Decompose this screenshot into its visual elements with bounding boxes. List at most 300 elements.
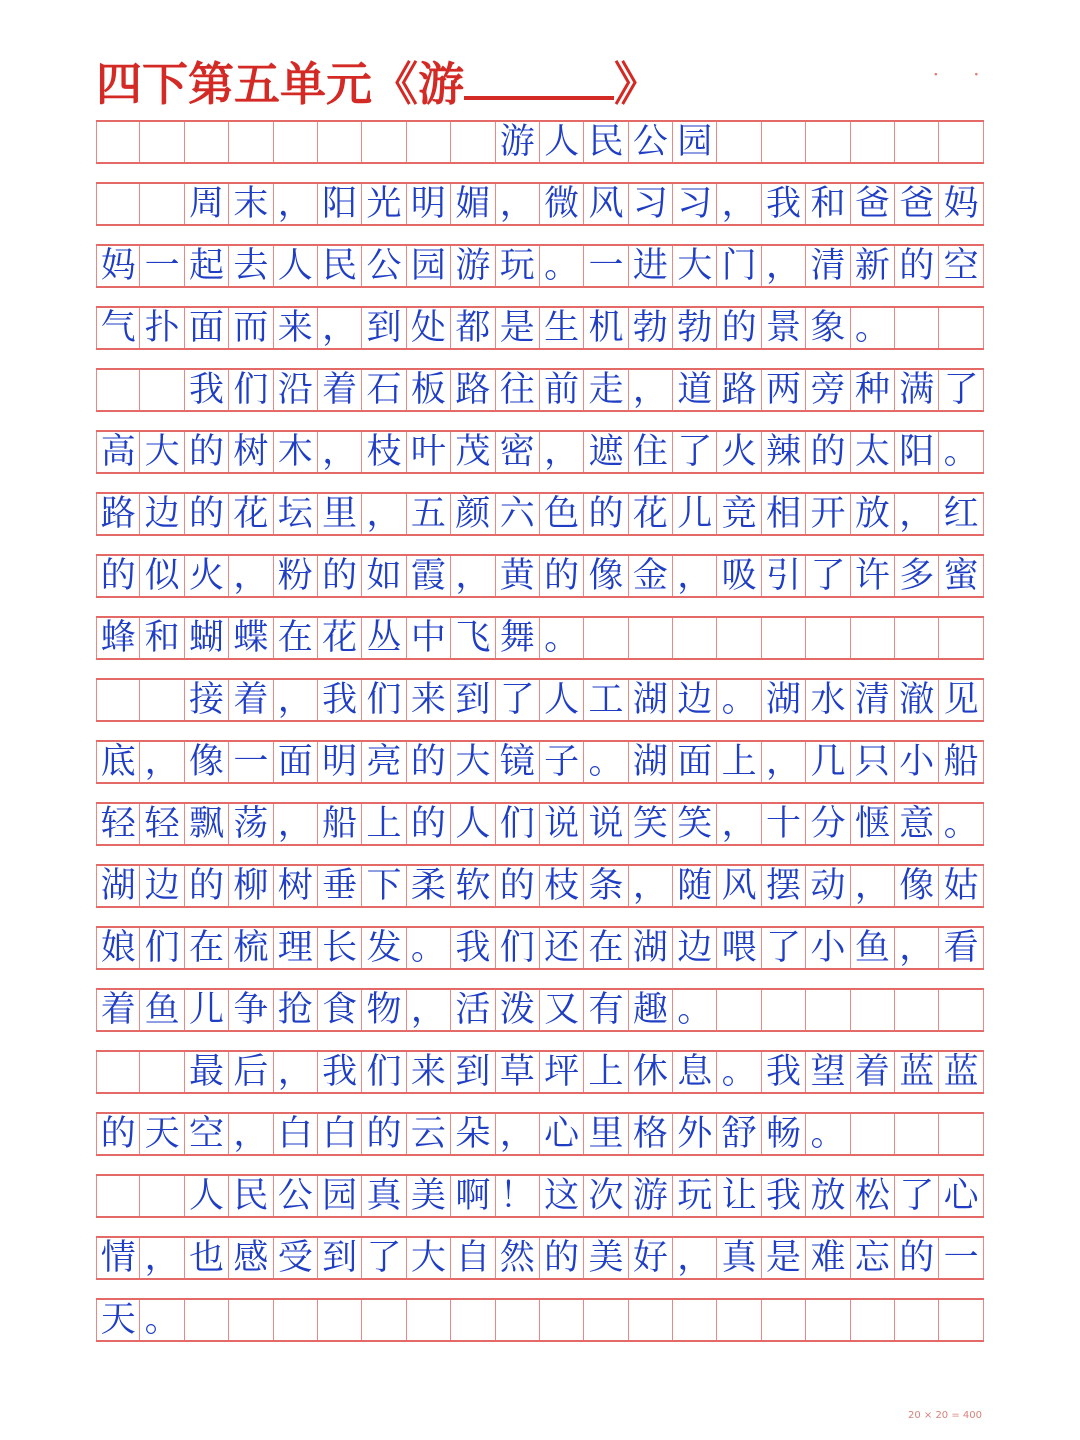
grid-cell: 遮: [584, 432, 628, 472]
grid-cell: 我: [451, 928, 495, 968]
grid-cell: 飞: [451, 618, 495, 658]
grid-cell: 泼: [496, 990, 540, 1030]
grid-cell: 们: [229, 370, 273, 410]
grid-cell: 阳: [895, 432, 939, 472]
grid-cell: 我: [762, 1052, 806, 1092]
grid-cell: 。: [540, 246, 584, 286]
grid-cell: 火: [185, 556, 229, 596]
grid-cell: 而: [229, 308, 273, 348]
grid-cell: 生: [540, 308, 584, 348]
grid-cell: 两: [762, 370, 806, 410]
grid-cell: 的: [540, 1238, 584, 1278]
grid-cell: 鱼: [851, 928, 895, 968]
grid-cell: 在: [274, 618, 318, 658]
grid-cell: [96, 1176, 140, 1216]
grid-cell: 的: [407, 804, 451, 844]
grid-cell: 畅: [762, 1114, 806, 1154]
grid-row: [96, 616, 984, 660]
grid-cell: 放: [806, 1176, 850, 1216]
grid-cell: 。: [407, 928, 451, 968]
grid-cell: ，: [407, 990, 451, 1030]
grid-cell: 树: [274, 866, 318, 906]
grid-cell: 亮: [362, 742, 406, 782]
grid-cell: [96, 184, 140, 224]
grid-cell: 的: [318, 556, 362, 596]
grid-cell: 。: [939, 804, 983, 844]
grid-row: [96, 926, 984, 970]
grid-cell: 面: [673, 742, 717, 782]
grid-cell: [717, 618, 761, 658]
grid-cell: ，: [895, 494, 939, 534]
grid-cell: 争: [229, 990, 273, 1030]
grid-cell: 风: [717, 866, 761, 906]
grid-cell: 啊: [451, 1176, 495, 1216]
grid-cell: 边: [140, 494, 184, 534]
grid-cell: 许: [851, 556, 895, 596]
grid-cell: 游: [451, 246, 495, 286]
grid-cell: [96, 122, 140, 162]
grid-cell: 让: [717, 1176, 761, 1216]
grid-cell: 媚: [451, 184, 495, 224]
grid-cell: [96, 370, 140, 410]
grid-cell: 长: [318, 928, 362, 968]
grid-cell: 来: [274, 308, 318, 348]
grid-cell: 里: [318, 494, 362, 534]
grid-cell: 真: [717, 1238, 761, 1278]
grid-count-label: 20 × 20 = 400: [907, 1410, 982, 1421]
grid-cell: 微: [540, 184, 584, 224]
grid-cell: [895, 1300, 939, 1340]
grid-cell: 的: [895, 246, 939, 286]
grid-cell: 面: [274, 742, 318, 782]
grid-cell: 感: [229, 1238, 273, 1278]
grid-cell: 美: [407, 1176, 451, 1216]
grid-cell: 习: [673, 184, 717, 224]
grid-cell: ，: [496, 1114, 540, 1154]
grid-cell: 飘: [185, 804, 229, 844]
grid-row: [96, 1174, 984, 1218]
grid-cell: 了: [362, 1238, 406, 1278]
grid-cell: 风: [584, 184, 628, 224]
grid-cell: 人: [185, 1176, 229, 1216]
grid-cell: 大: [407, 1238, 451, 1278]
grid-row: [96, 988, 984, 1032]
grid-cell: 游: [629, 1176, 673, 1216]
grid-cell: 蜜: [939, 556, 983, 596]
grid-cell: 大: [140, 432, 184, 472]
grid-row: [96, 1112, 984, 1156]
grid-cell: 习: [629, 184, 673, 224]
grid-cell: 明: [407, 184, 451, 224]
grid-cell: [939, 618, 983, 658]
grid-cell: 在: [584, 928, 628, 968]
grid-cell: 民: [229, 1176, 273, 1216]
grid-cell: [806, 618, 850, 658]
grid-cell: 理: [274, 928, 318, 968]
grid-row: [96, 740, 984, 784]
grid-cell: 路: [717, 370, 761, 410]
grid-cell: 妈: [96, 246, 140, 286]
grid-cell: 望: [806, 1052, 850, 1092]
grid-cell: [806, 122, 850, 162]
grid-row: [96, 306, 984, 350]
grid-cell: 大: [451, 742, 495, 782]
grid-row: [96, 554, 984, 598]
grid-row: [96, 492, 984, 536]
grid-cell: 里: [584, 1114, 628, 1154]
grid-cell: 高: [96, 432, 140, 472]
grid-cell: 湖: [762, 680, 806, 720]
grid-cell: [185, 122, 229, 162]
grid-cell: 新: [851, 246, 895, 286]
grid-cell: 枝: [540, 866, 584, 906]
grid-cell: 五: [407, 494, 451, 534]
grid-cell: 受: [274, 1238, 318, 1278]
grid-cell: 湖: [629, 680, 673, 720]
grid-cell: [895, 308, 939, 348]
grid-cell: 。: [673, 990, 717, 1030]
grid-cell: 鱼: [140, 990, 184, 1030]
grid-cell: 的: [185, 866, 229, 906]
grid-cell: 。: [717, 1052, 761, 1092]
grid-cell: 起: [185, 246, 229, 286]
grid-cell: 满: [895, 370, 939, 410]
grid-cell: 像: [584, 556, 628, 596]
grid-cell: 轻: [96, 804, 140, 844]
grid-cell: [362, 1300, 406, 1340]
grid-cell: [851, 990, 895, 1030]
grid-cell: 清: [851, 680, 895, 720]
grid-cell: 荡: [229, 804, 273, 844]
grid-cell: [140, 184, 184, 224]
grid-cell: 种: [851, 370, 895, 410]
grid-cell: 爸: [895, 184, 939, 224]
grid-cell: 蝴: [185, 618, 229, 658]
grid-cell: 湖: [96, 866, 140, 906]
grid-cell: 物: [362, 990, 406, 1030]
grid-cell: 小: [806, 928, 850, 968]
grid-cell: 白: [318, 1114, 362, 1154]
grid-cell: 阳: [318, 184, 362, 224]
grid-cell: 柔: [407, 866, 451, 906]
grid-cell: 人: [274, 246, 318, 286]
heading-suffix: 》: [614, 57, 660, 111]
grid-cell: 来: [407, 680, 451, 720]
grid-cell: 和: [140, 618, 184, 658]
grid-cell: [229, 1300, 273, 1340]
grid-cell: 到: [451, 680, 495, 720]
grid-cell: 的: [185, 494, 229, 534]
grid-row: [96, 430, 984, 474]
grid-cell: 船: [939, 742, 983, 782]
grid-cell: 们: [362, 680, 406, 720]
grid-cell: 像: [895, 866, 939, 906]
grid-cell: [362, 122, 406, 162]
grid-cell: 一: [229, 742, 273, 782]
grid-cell: 民: [318, 246, 362, 286]
grid-cell: 园: [318, 1176, 362, 1216]
grid-cell: 笑: [673, 804, 717, 844]
grid-cell: 妈: [939, 184, 983, 224]
grid-cell: 茂: [451, 432, 495, 472]
grid-cell: [540, 1300, 584, 1340]
grid-cell: [451, 122, 495, 162]
grid-cell: [318, 1300, 362, 1340]
grid-cell: 天: [96, 1300, 140, 1340]
grid-cell: 叶: [407, 432, 451, 472]
grid-cell: 接: [185, 680, 229, 720]
grid-cell: 六: [496, 494, 540, 534]
grid-cell: 的: [407, 742, 451, 782]
grid-row: [96, 244, 984, 288]
grid-cell: 一: [584, 246, 628, 286]
grid-cell: [274, 122, 318, 162]
grid-row: [96, 1236, 984, 1280]
grid-cell: 说: [584, 804, 628, 844]
grid-cell: [895, 122, 939, 162]
grid-cell: 的: [96, 556, 140, 596]
grid-cell: 似: [140, 556, 184, 596]
grid-cell: [939, 308, 983, 348]
grid-cell: 见: [939, 680, 983, 720]
grid-cell: [851, 122, 895, 162]
grid-cell: 边: [673, 680, 717, 720]
grid-cell: 到: [451, 1052, 495, 1092]
grid-cell: 惬: [851, 804, 895, 844]
grid-cell: 摆: [762, 866, 806, 906]
grid-cell: 也: [185, 1238, 229, 1278]
grid-cell: 红: [939, 494, 983, 534]
grid-cell: ，: [762, 246, 806, 286]
grid-cell: 开: [806, 494, 850, 534]
grid-cell: 游: [496, 122, 540, 162]
grid-cell: 湖: [629, 928, 673, 968]
grid-cell: 格: [629, 1114, 673, 1154]
grid-cell: 木: [274, 432, 318, 472]
grid-cell: 舒: [717, 1114, 761, 1154]
grid-cell: 勃: [629, 308, 673, 348]
grid-cell: ，: [274, 804, 318, 844]
grid-cell: [140, 1176, 184, 1216]
grid-cell: 景: [762, 308, 806, 348]
grid-cell: 粉: [274, 556, 318, 596]
grid-cell: [806, 990, 850, 1030]
grid-cell: 自: [451, 1238, 495, 1278]
grid-cell: 勃: [673, 308, 717, 348]
grid-cell: 空: [185, 1114, 229, 1154]
grid-cell: 的: [806, 432, 850, 472]
grid-cell: 心: [540, 1114, 584, 1154]
grid-cell: 着: [96, 990, 140, 1030]
grid-cell: 边: [140, 866, 184, 906]
grid-cell: 外: [673, 1114, 717, 1154]
grid-cell: 爸: [851, 184, 895, 224]
grid-cell: 有: [584, 990, 628, 1030]
grid-cell: ，: [140, 1238, 184, 1278]
grid-cell: ，: [318, 308, 362, 348]
grid-cell: 了: [806, 556, 850, 596]
grid-cell: ，: [673, 556, 717, 596]
grid-cell: [629, 618, 673, 658]
grid-cell: [762, 618, 806, 658]
grid-cell: 意: [895, 804, 939, 844]
grid-cell: [762, 990, 806, 1030]
grid-cell: ，: [717, 184, 761, 224]
grid-cell: 门: [717, 246, 761, 286]
grid-cell: 我: [762, 1176, 806, 1216]
grid-cell: 美: [584, 1238, 628, 1278]
grid-cell: 是: [762, 1238, 806, 1278]
grid-cell: 软: [451, 866, 495, 906]
grid-cell: ，: [629, 866, 673, 906]
grid-cell: 动: [806, 866, 850, 906]
grid-cell: ，: [673, 1238, 717, 1278]
grid-cell: 小: [895, 742, 939, 782]
grid-cell: 抢: [274, 990, 318, 1030]
grid-cell: 我: [762, 184, 806, 224]
grid-cell: 白: [274, 1114, 318, 1154]
grid-cell: ，: [762, 742, 806, 782]
grid-cell: [939, 990, 983, 1030]
grid-cell: 又: [540, 990, 584, 1030]
grid-cell: 还: [540, 928, 584, 968]
grid-cell: 玩: [496, 246, 540, 286]
grid-cell: 船: [318, 804, 362, 844]
grid-cell: 忘: [851, 1238, 895, 1278]
grid-cell: 上: [584, 1052, 628, 1092]
grid-cell: 的: [185, 432, 229, 472]
grid-cell: 像: [185, 742, 229, 782]
grid-cell: 湖: [629, 742, 673, 782]
grid-cell: 园: [407, 246, 451, 286]
grid-cell: 蜂: [96, 618, 140, 658]
grid-cell: 处: [407, 308, 451, 348]
grid-cell: 梳: [229, 928, 273, 968]
grid-cell: 到: [318, 1238, 362, 1278]
grid-cell: 子: [540, 742, 584, 782]
grid-cell: 工: [584, 680, 628, 720]
grid-cell: 沿: [274, 370, 318, 410]
grid-cell: 花: [229, 494, 273, 534]
grid-cell: 相: [762, 494, 806, 534]
grid-cell: 好: [629, 1238, 673, 1278]
grid-cell: 垂: [318, 866, 362, 906]
grid-cell: 园: [673, 122, 717, 162]
grid-cell: 。: [806, 1114, 850, 1154]
grid-cell: [629, 1300, 673, 1340]
grid-cell: 们: [140, 928, 184, 968]
grid-cell: [762, 122, 806, 162]
grid-cell: 边: [673, 928, 717, 968]
title-blank-line: [464, 58, 614, 100]
grid-cell: 姑: [939, 866, 983, 906]
grid-cell: [407, 1300, 451, 1340]
grid-cell: 水: [806, 680, 850, 720]
grid-cell: 在: [185, 928, 229, 968]
grid-row: [96, 120, 984, 164]
grid-cell: 几: [806, 742, 850, 782]
grid-cell: 们: [496, 804, 540, 844]
grid-cell: 了: [762, 928, 806, 968]
grid-cell: 云: [407, 1114, 451, 1154]
grid-cell: 气: [96, 308, 140, 348]
grid-cell: 澈: [895, 680, 939, 720]
grid-cell: [318, 122, 362, 162]
grid-cell: 明: [318, 742, 362, 782]
grid-cell: ，: [229, 1114, 273, 1154]
grid-cell: 颜: [451, 494, 495, 534]
grid-cell: 石: [362, 370, 406, 410]
grid-cell: 到: [362, 308, 406, 348]
grid-cell: [96, 1052, 140, 1092]
grid-cell: 花: [629, 494, 673, 534]
grid-cell: 如: [362, 556, 406, 596]
grid-cell: 。: [717, 680, 761, 720]
grid-cell: [584, 1300, 628, 1340]
grid-cell: 引: [762, 556, 806, 596]
grid-cell: 的: [717, 308, 761, 348]
grid-cell: [762, 1300, 806, 1340]
grid-cell: 真: [362, 1176, 406, 1216]
grid-cell: [895, 1114, 939, 1154]
grid-cell: 娘: [96, 928, 140, 968]
grid-cell: 金: [629, 556, 673, 596]
grid-row: [96, 368, 984, 412]
grid-row: [96, 864, 984, 908]
grid-cell: ，: [629, 370, 673, 410]
grid-cell: 底: [96, 742, 140, 782]
grid-cell: 面: [185, 308, 229, 348]
grid-row: [96, 678, 984, 722]
grid-cell: 一: [939, 1238, 983, 1278]
grid-cell: [895, 990, 939, 1030]
grid-cell: 黄: [496, 556, 540, 596]
grid-cell: [851, 1114, 895, 1154]
grid-cell: 的: [362, 1114, 406, 1154]
grid-cell: 。: [584, 742, 628, 782]
grid-cell: [717, 122, 761, 162]
grid-cell: ，: [451, 556, 495, 596]
grid-cell: 光: [362, 184, 406, 224]
grid-cell: ，: [895, 928, 939, 968]
grid-cell: 的: [496, 866, 540, 906]
grid-cell: 多: [895, 556, 939, 596]
grid-cell: 分: [806, 804, 850, 844]
grid-cell: 。: [540, 618, 584, 658]
grid-cell: 玩: [673, 1176, 717, 1216]
grid-cell: 走: [584, 370, 628, 410]
grid-cell: 上: [362, 804, 406, 844]
grid-cell: 下: [362, 866, 406, 906]
grid-cell: 只: [851, 742, 895, 782]
grid-cell: 前: [540, 370, 584, 410]
grid-row: [96, 802, 984, 846]
grid-cell: 发: [362, 928, 406, 968]
grid-cell: ，: [229, 556, 273, 596]
grid-cell: 次: [584, 1176, 628, 1216]
grid-cell: 是: [496, 308, 540, 348]
grid-cell: [140, 1052, 184, 1092]
grid-cell: [851, 618, 895, 658]
grid-cell: 。: [939, 432, 983, 472]
grid-cell: 路: [451, 370, 495, 410]
grid-cell: 树: [229, 432, 273, 472]
grid-cell: [96, 680, 140, 720]
grid-cell: 坪: [540, 1052, 584, 1092]
grid-cell: [451, 1300, 495, 1340]
grid-cell: 着: [318, 370, 362, 410]
grid-cell: 来: [407, 1052, 451, 1092]
